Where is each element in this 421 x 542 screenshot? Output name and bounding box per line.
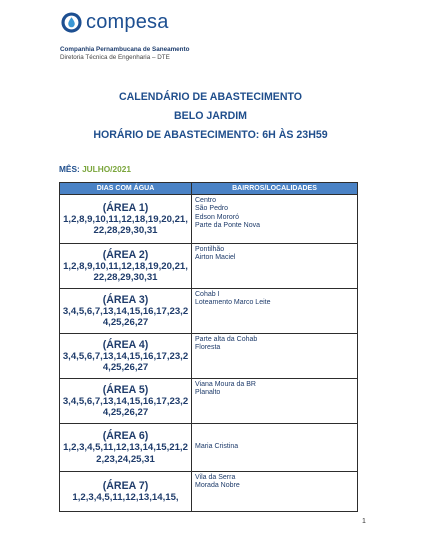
page-number: 1 [362,518,366,525]
area-label: (ÁREA 4) [102,338,149,351]
table-row [60,379,358,424]
area-label: (ÁREA 6) [102,430,149,442]
water-days: 1,2,3,4,5,11,12,13,14,15, [72,491,179,503]
neighborhood-name: Cohab I [195,291,220,298]
days-cell [60,424,192,472]
header-neighborhoods: BAIRROS/LOCALIDADES [192,183,358,195]
water-days: 3,4,5,6,7,13,14,15,16,17,23,24,25,26,27 [62,350,189,373]
supply-calendar-table [59,182,358,512]
neighborhoods-cell [192,334,358,379]
month-value: JULHO/2021 [82,164,131,174]
month-label: MÊS: [59,164,80,174]
department-name: Diretoria Técnica de Engenharia – DTE [60,53,170,61]
compesa-logo [60,11,169,34]
title-calendar: CALENDÁRIO DE ABASTECIMENTO [118,91,303,103]
area-label: (ÁREA 7) [102,479,149,492]
neighborhood-name: Parte alta da Cohab [195,336,258,343]
water-drop-logo-icon [60,11,83,34]
neighborhood-name: Pontilhão [195,246,225,253]
neighborhood-name: Centro [195,197,217,204]
header-days: DIAS COM ÁGUA [60,183,192,195]
days-cell [60,334,192,379]
neighborhood-name: Loteamento Marco Leite [195,299,271,307]
neighborhoods-cell [192,195,358,244]
neighborhoods-cell [192,244,358,289]
neighborhoods-cell [192,379,358,424]
days-cell [60,289,192,334]
title-schedule: HORÁRIO DE ABASTECIMENTO: 6H ÀS 23H59 [93,129,328,141]
neighborhood-name: Floresta [195,344,221,352]
area-label: (ÁREA 5) [102,383,149,396]
neighborhood-name: Maria Cristina [195,443,239,451]
neighborhood-name: Viana Moura da BR [195,381,256,388]
area-label: (ÁREA 1) [102,201,149,214]
days-cell [60,244,192,289]
table-row [60,334,358,379]
neighborhood-name: Edson Mororó [195,213,239,221]
neighborhood-name: Morada Nobre [195,482,240,490]
water-days: 1,2,3,4,5,11,12,13,14,15,21,22,23,24,25,31 [63,442,188,465]
table-row [60,244,358,289]
title-city: BELO JARDIM [174,110,247,122]
water-days: 1,2,8,9,10,11,12,18,19,20,21,22,28,29,30,31 [63,260,188,283]
area-label: (ÁREA 3) [102,293,149,306]
table-row [60,195,358,244]
neighborhoods-cell [192,424,358,472]
neighborhood-name: Planalto [195,389,221,397]
neighborhoods-cell [192,472,358,512]
water-days: 3,4,5,6,7,13,14,15,16,17,23,24,25,26,27 [62,305,189,328]
water-days: 3,4,5,6,7,13,14,15,16,17,23,24,25,26,27 [62,395,189,418]
brand-name: compesa [86,11,169,33]
neighborhood-name: Airton Maciel [195,254,236,262]
table-row [60,289,358,334]
neighborhood-name: Vila da Serra [195,474,236,481]
neighborhood-name: Parte da Ponte Nova [195,222,260,230]
table-row [60,424,358,472]
area-label: (ÁREA 2) [102,248,149,261]
neighborhoods-cell [192,289,358,334]
days-cell [60,195,192,244]
water-days: 1,2,8,9,10,11,12,18,19,20,21,22,28,29,30,31 [63,213,188,236]
days-cell [60,379,192,424]
month-line [59,164,131,174]
company-name: Companhia Pernambucana de Saneamento [60,46,190,53]
table-header-row [60,183,358,195]
table-row [60,472,358,512]
days-cell [60,472,192,512]
organization-info [60,46,189,61]
neighborhood-name: São Pedro [195,205,229,213]
document-titles [0,88,421,145]
